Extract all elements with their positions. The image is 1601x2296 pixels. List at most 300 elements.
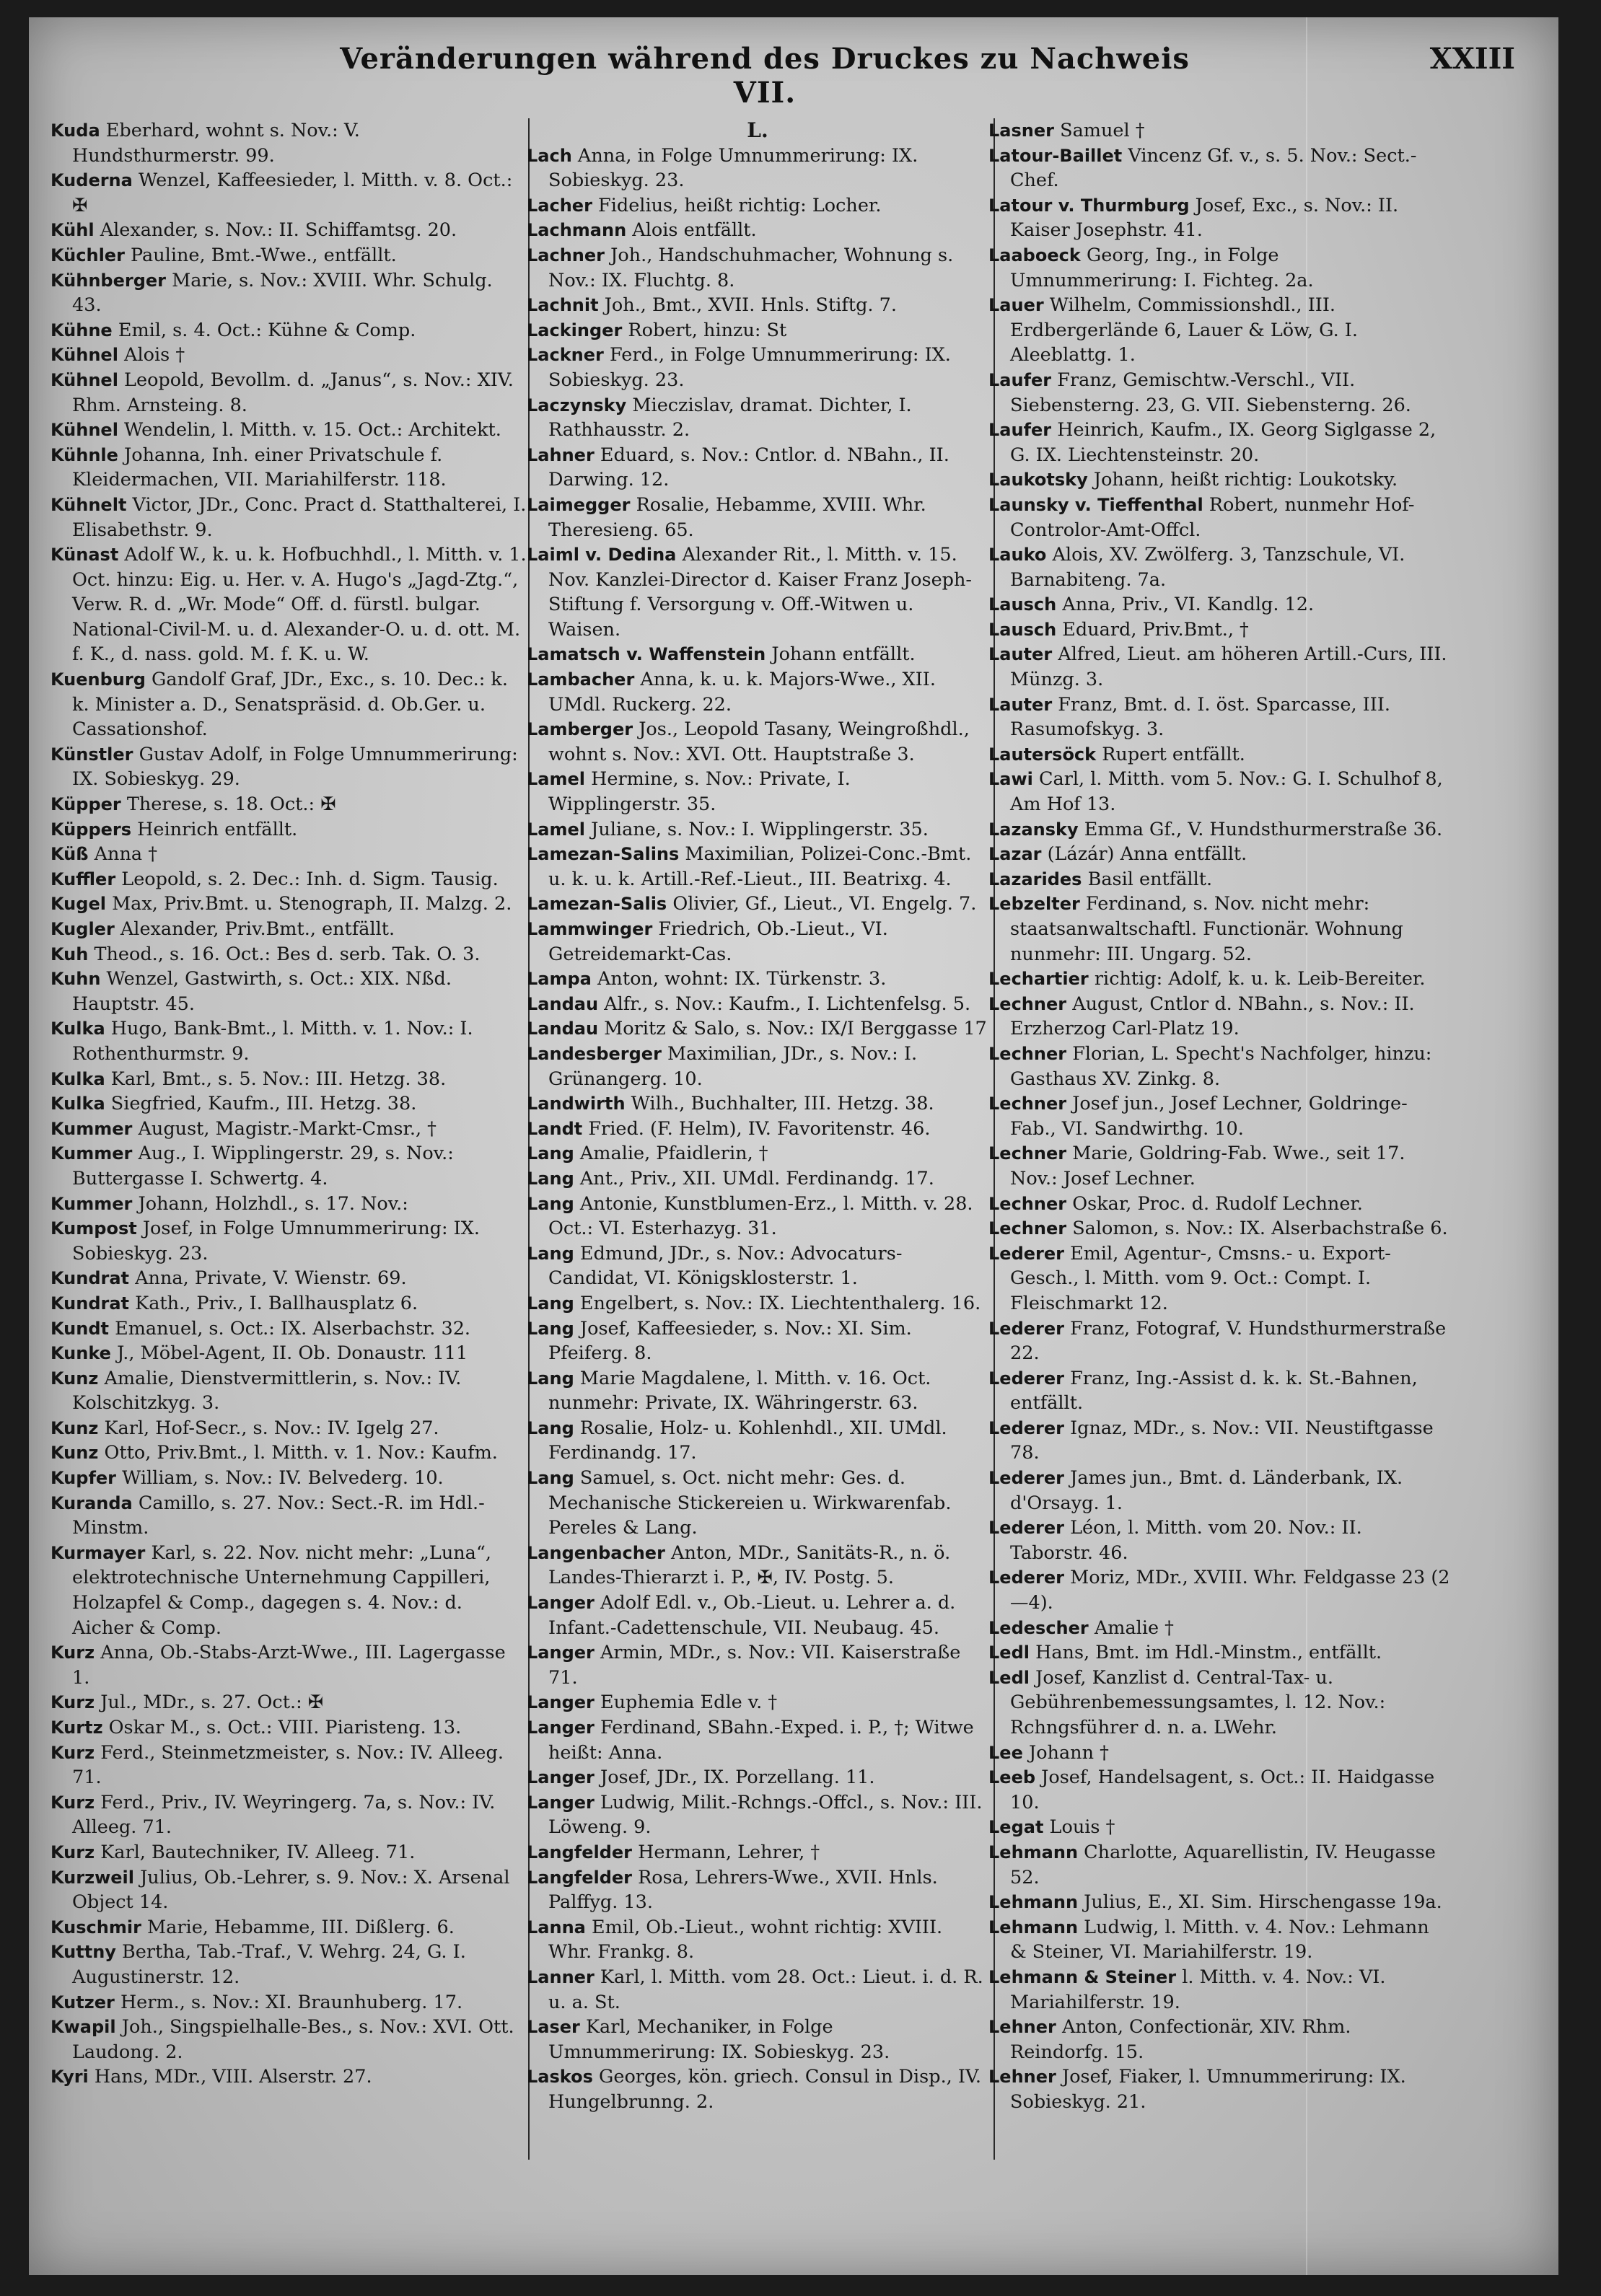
entry-name: Kurzweil [51,1867,134,1888]
entry-name: Kuenburg [51,669,146,690]
entry-details: Josef, Kanzlist d. Central-Tax- u. Gebührenbemessungsamtes, l. 12. Nov.: Rchngsführer d. n. a. LWehr. [1010,1666,1386,1738]
entry-name: Lazarides [988,868,1082,889]
entry-name: Lauter [988,694,1053,715]
directory-entry [527,193,988,219]
directory-entry [527,443,988,493]
entry-details: Wenzel, Kaffeesieder, l. Mitth. v. 8. Oct.: ✠ [72,170,513,216]
entry-name: Laczynsky [527,395,627,415]
entry-name: Kutzer [51,1992,115,2013]
directory-entry [527,967,988,992]
directory-entry [51,1741,527,1790]
entry-details: August, Cntlor d. NBahn., s. Nov.: II. Erzherzog Carl-Platz 19. [1010,993,1415,1040]
entry-name: Lee [988,1742,1023,1763]
entry-details: Ferd., Priv., IV. Weyringerg. 7a, s. Nov.: IV. Alleeg. 71. [72,1791,496,1839]
entry-name: Landau [527,993,599,1014]
directory-entry [988,1216,1450,1241]
directory-entry [51,1316,527,1342]
directory-entry [51,1416,527,1441]
entry-details: J., Möbel-Agent, II. Ob. Donaustr. 111 [117,1342,468,1365]
directory-entry [51,1266,527,1291]
directory-entry [988,817,1450,843]
entry-name: Langer [527,1767,595,1788]
entry-details: Anton, MDr., Sanitäts-R., n. ö. Landes-Thierarzt i. P., ✠, IV. Postg. 5. [548,1541,951,1589]
entry-details: Josef, JDr., IX. Porzellang. 11. [600,1767,875,1789]
entry-name: Lamberger [527,719,633,740]
directory-entry [51,168,527,218]
entry-name: Ledescher [988,1617,1089,1638]
entry-name: Kühnelt [51,494,127,515]
entry-details: (Lázár) Anna entfällt. [1047,843,1247,866]
entry-details: Aug., I. Wipplingerstr. 29, s. Nov.: Buttergasse I. Schwertg. 4. [72,1143,454,1189]
entry-details: Heinrich, Kaufm., IX. Georg Siglgasse 2, G. IX. Liechtensteinstr. 20. [1010,419,1436,466]
directory-entry [527,817,988,843]
entry-details: Euphemia Edle v. † [600,1692,778,1714]
entry-details: Pauline, Bmt.-Wwe., entfällt. [131,244,397,266]
directory-entry [988,1091,1450,1141]
entry-name: Launsky v. Tieffenthal [988,494,1203,515]
entry-details: Salomon, s. Nov.: IX. Alserbachstraße 6. [1072,1218,1448,1240]
entry-name: Lehmann [988,1892,1079,1913]
entry-details: Hermann, Lehrer, † [638,1841,820,1863]
entry-details: Emma Gf., V. Hundsthurmerstraße 36. [1084,818,1443,840]
entry-details: Josef, Kaffeesieder, s. Nov.: XI. Sim. Pfeiferg. 8. [548,1317,912,1365]
entry-details: Marie Magdalene, l. Mitth. v. 16. Oct. nunmehr: Private, IX. Währingerstr. 63. [548,1367,931,1415]
entry-details: Johann entfällt. [771,643,916,666]
entry-details: Joh., Bmt., XVII. Hnls. Stiftg. 7. [604,294,897,317]
directory-entry [51,1790,527,1840]
directory-entry [988,1565,1450,1615]
entry-details: Gandolf Graf, JDr., Exc., s. 10. Dec.: k. k. Minister a. D., Senatspräsid. d. Ob.Ger. u. Cassationshof. [72,669,508,741]
entry-name: Kurz [51,1792,95,1813]
entry-name: Lautersöck [988,744,1097,765]
directory-entry [527,144,988,193]
entry-details: Juliane, s. Nov.: I. Wipplingerstr. 35. [591,818,929,840]
entry-name: Lang [527,1193,574,1214]
directory-entry [51,1117,527,1142]
entry-details: Samuel † [1060,120,1145,141]
entry-name: Lacher [527,195,592,216]
directory-entry [527,318,988,343]
entry-name: Kühnel [51,420,118,441]
entry-name: Langer [527,1792,595,1813]
directory-entry [51,1466,527,1491]
entry-name: Lehmann [988,1842,1079,1862]
entry-name: Kunz [51,1417,99,1438]
entry-name: Latour v. Thurmburg [988,195,1190,216]
entry-details: Max, Priv.Bmt. u. Stenograph, II. Malzg. 2. [112,893,512,915]
entry-details: Emil, Agentur-, Cmsns.- u. Export-Gesch., l. Mitth. vom 9. Oct.: Compt. I. Fleischmarkt 12. [1010,1242,1391,1314]
entry-name: Kurz [51,1742,95,1763]
entry-details: Rosalie, Hebamme, XVIII. Whr. Theresieng. 65. [548,493,926,541]
entry-name: Lang [527,1417,574,1438]
entry-details: Anton, Confectionär, XIV. Rhm. Reindorfg. 15. [1010,2016,1351,2063]
entry-details: Franz, Gemischtw.-Verschl., VII. Siebensterng. 23, G. VII. Siebensterng. 26. [1010,369,1411,416]
directory-entry [988,842,1450,867]
entry-details: Hans, MDr., VIII. Alserstr. 27. [94,2066,372,2088]
entry-name: Lanna [527,1917,586,1937]
entry-name: Latour-Baillet [988,145,1123,166]
entry-name: Lebzelter [988,894,1080,915]
entry-details: Karl, s. 22. Nov. nicht mehr: „Luna“, elektrotechnische Unternehmung Cappilleri, Holzapfel & Comp., dagegen s. 4. Nov.: d. Aicher & Comp. [72,1541,492,1639]
directory-entry [527,767,988,817]
entry-name: Lang [527,1143,574,1164]
entry-name: Lazansky [988,819,1079,840]
entry-name: Lechartier [988,969,1089,990]
entry-name: Landt [527,1118,583,1139]
entry-details: Alois † [124,344,185,366]
directory-entry [527,1690,988,1715]
entry-name: Lehmann & Steiner [988,1966,1177,1987]
directory-entry [988,118,1450,144]
entry-name: Kundrat [51,1293,130,1314]
section-letter: L. [747,118,768,142]
column-2 [527,118,988,2253]
directory-entry [527,1965,988,2015]
directory-entry [51,1291,527,1316]
entry-details: l. Mitth. v. 4. Nov.: VI. Mariahilferstr. 19. [1010,1966,1386,2013]
directory-entry [51,443,527,493]
directory-page [29,17,1558,2275]
directory-entry [51,1341,527,1366]
page-number: XXIII [1429,42,1515,76]
entry-name: Kupfer [51,1468,116,1489]
entry-details: Anna, Priv., VI. Kandlg. 12. [1062,594,1315,616]
entry-details: Anna, Private, V. Wienstr. 69. [135,1267,407,1290]
entry-name: Legat [988,1817,1044,1838]
entry-name: Kulka [51,1068,105,1089]
directory-entry [988,642,1450,692]
entry-name: Landau [527,1019,599,1039]
entry-name: Kulka [51,1094,105,1114]
entry-name: Kuh [51,944,89,964]
directory-entry [527,892,988,917]
entry-details: Edmund, JDr., s. Nov.: Advocaturs-Candidat, VI. Königsklosterstr. 1. [548,1242,903,1290]
directory-entry [527,917,988,967]
entry-details: Karl, Bautechniker, IV. Alleeg. 71. [100,1841,416,1863]
directory-entry [988,1366,1450,1416]
entry-name: Ledl [988,1642,1030,1663]
directory-entry [51,1715,527,1741]
entry-details: Emil, Ob.-Lieut., wohnt richtig: XVIII. Whr. Frankg. 8. [548,1916,943,1963]
entry-details: William, s. Nov.: IV. Belvederg. 10. [122,1467,444,1490]
entry-name: Kulka [51,1019,105,1039]
entry-name: Langer [527,1717,595,1738]
entry-details: Julius, E., XI. Sim. Hirschengasse 19a. [1084,1891,1442,1914]
entry-details: Ferdinand, SBahn.-Exped. i. P., †; Witwe heißt: Anna. [548,1717,974,1764]
directory-entry [51,1091,527,1117]
directory-entry [988,1416,1450,1466]
entry-name: Küß [51,844,89,865]
entry-details: Adolf W., k. u. k. Hofbuchhdl., l. Mitth. v. 1. Oct. hinzu: Eig. u. Her. v. A. Hugo's „Jagd-Ztg.“, Verw. R. d. „Wr. Mode“ Off. d. fürstl. bulgar. National-Civil-M. u. d. Alexander-O. u. d. ott. M. f. K., d. nass. gold. M. f. K. u. W. [72,544,527,666]
entry-details: Charlotte, Aquarellistin, IV. Heugasse 52. [1010,1841,1436,1888]
directory-entry [988,1815,1450,1840]
directory-entry [527,1117,988,1142]
entry-details: Jos., Leopold Tasany, Weingroßhdl., wohnt s. Nov.: XVI. Ott. Hauptstraße 3. [548,718,970,765]
entry-details: Maximilian, JDr., s. Nov.: I. Grünangerg. 10. [548,1042,918,1090]
directory-entry [988,144,1450,193]
directory-entry [988,1042,1450,1091]
directory-entry [51,1192,527,1217]
directory-entry [51,243,527,268]
directory-entry [51,2064,527,2090]
entry-details: Georg, Ing., in Folge Umnummerirung: I. Fichteg. 2a. [1010,244,1314,291]
entry-details: Theod., s. 16. Oct.: Bes d. serb. Tak. O. 3. [94,943,481,965]
directory-entry [988,1616,1450,1641]
entry-name: Kuschmir [51,1917,141,1937]
entry-name: Lederer [988,1518,1064,1539]
entry-details: Moritz & Salo, s. Nov.: IX/I Berggasse 17 [604,1018,987,1040]
directory-entry [51,2015,527,2064]
directory-entry [988,2064,1450,2114]
directory-entry [527,1366,988,1416]
entry-details: Eberhard, wohnt s. Nov.: V. Hundsthurmerstr. 99. [72,120,360,167]
directory-entry [51,892,527,917]
directory-entry [988,2015,1450,2064]
entry-details: Adolf Edl. v., Ob.-Lieut. u. Lehrer a. d. Infant.-Cadettenschule, VII. Neubaug. 45. [548,1592,956,1639]
entry-name: Küppers [51,819,132,840]
entry-details: Josef, Handelsagent, s. Oct.: II. Haidgasse 10. [1010,1767,1435,1813]
entry-details: Rupert entfällt. [1102,743,1245,765]
entry-name: Langfelder [527,1867,632,1888]
directory-entry [527,992,988,1017]
entry-name: Lausch [988,619,1057,640]
entry-details: Emanuel, s. Oct.: IX. Alserbachstr. 32. [115,1317,471,1340]
directory-entry [527,1192,988,1241]
entry-details: richtig: Adolf, k. u. k. Leib-Bereiter. [1094,968,1426,990]
directory-entry [527,1865,988,1915]
entry-name: Lahner [527,444,595,465]
entry-details: Anna, k. u. k. Majors-Wwe., XII. UMdl. Ruckerg. 22. [548,669,936,716]
entry-name: Kühnel [51,345,118,366]
entry-details: Louis † [1049,1816,1115,1839]
directory-entry [988,1840,1450,1890]
entry-name: Kuffler [51,868,116,889]
entry-name: Laiml v. Dedina [527,545,677,566]
entry-name: Lechner [988,1193,1067,1214]
directory-entry [527,1166,988,1192]
directory-entry [988,967,1450,992]
entry-name: Lehner [988,2017,1056,2038]
entry-name: Lawi [988,769,1033,790]
entry-details: Franz, Ing.-Assist d. k. k. St.-Bahnen, entfällt. [1010,1367,1418,1415]
entry-name: Kugler [51,919,115,939]
entry-name: Langer [527,1642,595,1663]
entry-name: Laimegger [527,494,631,515]
entry-name: Lauter [988,644,1053,665]
directory-entry [51,1067,527,1092]
directory-entry [527,1640,988,1690]
entry-details: Heinrich entfällt. [137,818,298,840]
entry-name: Lanner [527,1966,595,1987]
directory-entry [527,293,988,318]
directory-entry [51,842,527,867]
directory-entry [527,343,988,392]
entry-name: Lachner [527,245,605,265]
directory-entry [51,1690,527,1715]
entry-details: Josef, in Folge Umnummerirung: IX. Sobieskyg. 23. [72,1218,481,1264]
directory-entry [527,1765,988,1790]
entry-name: Kurz [51,1692,95,1713]
directory-entry [988,1741,1450,1766]
directory-entry [988,493,1450,542]
entry-name: Kunz [51,1368,99,1389]
entry-details: Alois entfällt. [632,219,757,242]
directory-entry [527,2015,988,2064]
entry-details: Léon, l. Mitth. vom 20. Nov.: II. Taborstr. 46. [1010,1517,1362,1564]
directory-entry [51,1141,527,1191]
directory-entry [51,1865,527,1915]
entry-details: Bertha, Tab.-Traf., V. Wehrg. 24, G. I. Augustinerstr. 12. [72,1941,466,1988]
entry-details: Otto, Priv.Bmt., l. Mitth. v. 1. Nov.: Kaufm. [104,1442,498,1464]
directory-entry [51,1840,527,1865]
entry-name: Lang [527,1243,574,1264]
entry-name: Lederer [988,1318,1064,1339]
directory-entry [51,667,527,742]
directory-entry [527,218,988,243]
entry-details: Maximilian, Polizei-Conc.-Bmt. u. k. u. k. Artill.-Ref.-Lieut., III. Beatrixg. 4. [548,843,972,890]
entry-details: Jul., MDr., s. 27. Oct.: ✠ [100,1692,324,1714]
entry-details: Leopold, s. 2. Dec.: Inh. d. Sigm. Tausig. [121,868,499,890]
entry-name: Kummer [51,1143,133,1164]
entry-name: Lang [527,1368,574,1389]
entry-details: Leopold, Bevollm. d. „Janus“, s. Nov.: XIV. Rhm. Arnsteing. 8. [72,369,514,416]
entry-details: Emil, s. 4. Oct.: Kühne & Comp. [118,319,416,341]
entry-details: August, Magistr.-Markt-Cmsr., † [138,1117,437,1140]
entry-name: Kühnel [51,369,118,390]
directory-entry [527,1715,988,1765]
entry-details: Karl, l. Mitth. vom 28. Oct.: Lieut. i. d. R. u. a. St. [548,1966,983,2013]
directory-entry [988,742,1450,767]
entry-name: Laser [527,2017,580,2038]
entry-details: Marie, Goldring-Fab. Wwe., seit 17. Nov.: Josef Lechner. [1010,1143,1405,1189]
entry-name: Kühnle [51,444,118,465]
entry-details: Armin, MDr., s. Nov.: VII. Kaiserstraße 71. [548,1642,961,1689]
directory-entry [988,1141,1450,1191]
directory-entry [51,1491,527,1541]
entry-name: Lamatsch v. Waffenstein [527,644,766,665]
directory-entry [527,1915,988,1965]
entry-details: Amalie, Dienstvermittlerin, s. Nov.: IV. Kolschitzkyg. 3. [72,1367,462,1415]
column-3 [988,118,1450,2253]
directory-entry [527,243,988,293]
entry-name: Ledl [988,1667,1030,1688]
entry-details: Karl, Bmt., s. 5. Nov.: III. Hetzg. 38. [110,1068,447,1090]
entry-details: Franz, Bmt. d. I. öst. Sparcasse, III. Rasumofskyg. 3. [1010,693,1390,741]
entry-details: Hugo, Bank-Bmt., l. Mitth. v. 1. Nov.: I. Rothenthurmstr. 9. [72,1018,473,1065]
directory-entry [988,617,1450,643]
entry-details: Anna, Ob.-Stabs-Arzt-Wwe., III. Lagergasse 1. [72,1642,506,1689]
entry-name: Kummer [51,1193,133,1214]
directory-entry [527,1091,988,1117]
entry-name: Lambacher [527,669,635,690]
entry-name: Lederer [988,1368,1064,1389]
entry-name: Lederer [988,1243,1064,1264]
directory-entry [527,642,988,667]
directory-entry [527,542,988,642]
entry-name: Laukotsky [988,470,1088,491]
entry-name: Lausch [988,594,1057,615]
entry-name: Laskos [527,2067,593,2088]
directory-entry [988,1466,1450,1516]
entry-name: Lamel [527,769,585,790]
directory-entry [988,1516,1450,1565]
directory-entry [51,1541,527,1640]
entry-details: Alfr., s. Nov.: Kaufm., I. Lichtenfelsg. 5. [604,993,971,1015]
directory-entry [51,967,527,1016]
entry-name: Lackinger [527,320,623,340]
directory-entry [988,293,1450,368]
entry-name: Künstler [51,744,133,765]
page-header [29,42,1558,110]
directory-entry [988,1890,1450,1915]
entry-name: Lehmann [988,1917,1079,1937]
directory-entry [527,1591,988,1640]
entry-name: Langfelder [527,1842,632,1862]
entry-name: Lang [527,1318,574,1339]
entry-name: Landwirth [527,1094,626,1114]
entry-name: Lechner [988,993,1067,1014]
entry-name: Lampa [527,969,592,990]
directory-entry [988,418,1450,467]
entry-details: Joh., Singspielhalle-Bes., s. Nov.: XVI. Ott. Laudong. 2. [72,2016,514,2063]
directory-entry [51,318,527,343]
directory-entry [51,368,527,418]
directory-entry [527,1790,988,1840]
entry-details: Therese, s. 18. Oct.: ✠ [126,793,336,816]
entry-name: Lechner [988,1143,1067,1164]
directory-entry [527,2064,988,2114]
directory-entry [527,493,988,542]
directory-entry [527,1141,988,1166]
entry-name: Kühl [51,220,95,241]
entry-name: Kurmayer [51,1542,146,1563]
entry-details: Kath., Priv., I. Ballhausplatz 6. [135,1292,418,1314]
directory-entry [51,1216,527,1266]
directory-entry [51,118,527,168]
entry-details: Joh., Handschuhmacher, Wohnung s. Nov.: IX. Fluchtg. 8. [548,244,954,291]
entry-name: Kurz [51,1642,95,1663]
directory-entry [988,1765,1450,1815]
directory-entry [527,1291,988,1316]
entry-details: Karl, Mechaniker, in Folge Umnummerirung: IX. Sobieskyg. 23. [548,2016,890,2063]
entry-details: Hermine, s. Nov.: Private, I. Wipplingerstr. 35. [548,768,851,816]
entry-details: Mieczislav, dramat. Dichter, I. Rathhausstr. 2. [548,394,912,441]
entry-details: Alexander Rit., l. Mitth. v. 15. Nov. Kanzlei-Director d. Kaiser Franz Joseph-Stiftung f. Versorgung v. Off.-Witwen u. Waisen. [548,544,973,641]
entry-details: Johann, heißt richtig: Loukotsky. [1093,469,1398,491]
entry-details: Ant., Priv., XII. UMdl. Ferdinandg. 17. [579,1167,934,1189]
directory-entry [527,667,988,717]
directory-entry [988,1241,1450,1316]
directory-entry [51,742,527,792]
directory-entry [988,767,1450,817]
entry-name: Kumpost [51,1218,137,1239]
entry-details: James jun., Bmt. d. Länderbank, IX. d'Orsayg. 1. [1010,1467,1403,1514]
directory-entry [51,418,527,443]
entry-name: Langer [527,1593,595,1614]
entry-name: Kurtz [51,1717,103,1738]
entry-name: Langenbacher [527,1542,665,1563]
directory-entry [51,268,527,318]
entry-details: Ludwig, Milit.-Rchngs.-Offcl., s. Nov.: III. Löweng. 9. [548,1791,983,1839]
entry-details: Alois, XV. Zwölferg. 3, Tanzschule, VI. Barnabiteng. 7a. [1010,544,1405,591]
entry-details: Anna † [94,843,157,866]
entry-name: Lamel [527,819,585,840]
directory-entry [988,243,1450,293]
entry-details: Fried. (F. Helm), IV. Favoritenstr. 46. [588,1117,931,1140]
directory-entry [51,542,527,667]
directory-entry [988,1640,1450,1666]
entry-name: Laaboeck [988,245,1081,265]
